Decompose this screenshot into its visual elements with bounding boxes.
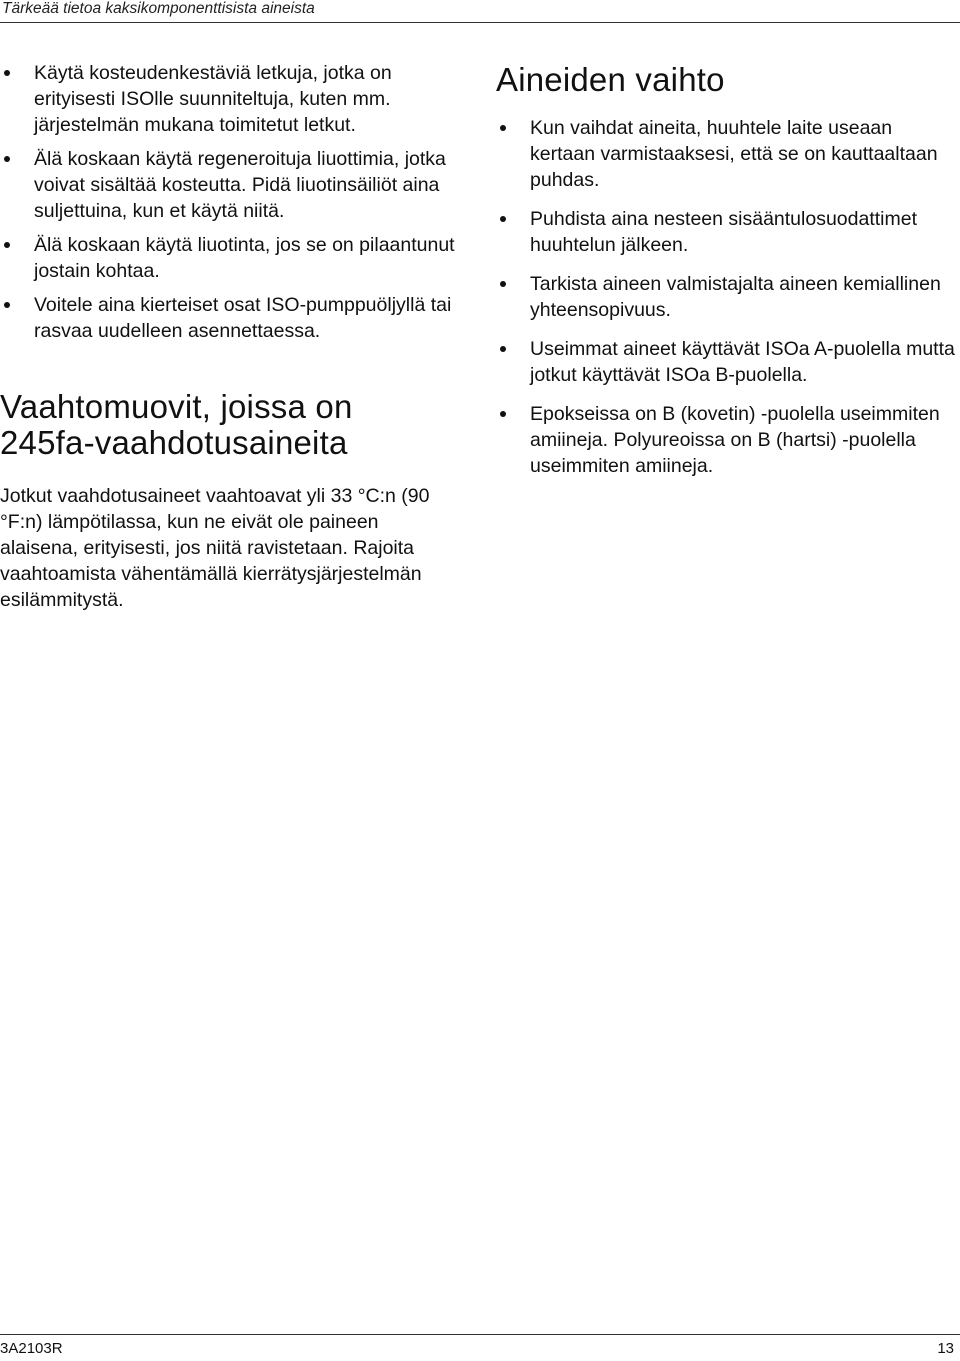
header-divider	[0, 22, 960, 23]
page-number: 13	[937, 1340, 954, 1357]
moisture-precautions-list	[0, 60, 455, 344]
list-item: Voitele aina kierteiset osat ISO-pumppuöljyllä tai rasvaa uudelleen asennettaessa.	[0, 292, 455, 344]
list-item: Puhdista aina nesteen sisääntulosuodattimet huuhtelun jälkeen.	[496, 206, 958, 258]
running-header: Tärkeää tietoa kaksikomponenttisista aineista	[2, 0, 315, 17]
section-title-foam: Vaahtomuovit, joissa on 245fa-vaahdotusaineita	[0, 388, 353, 461]
list-item: Kun vaihdat aineita, huuhtele laite useaan kertaan varmistaaksesi, että se on kauttaaltaan puhdas.	[496, 115, 958, 193]
material-change-list	[496, 115, 958, 479]
list-item: Useimmat aineet käyttävät ISOa A-puolella mutta jotkut käyttävät ISOa B-puolella.	[496, 336, 958, 388]
document-number: 3A2103R	[0, 1340, 63, 1357]
right-column	[496, 60, 958, 492]
list-item: Käytä kosteudenkestäviä letkuja, jotka on erityisesti ISOlle suunniteltuja, kuten mm. järjestelmän mukana toimitetut letkut.	[0, 60, 455, 138]
list-item: Tarkista aineen valmistajalta aineen kemiallinen yhteensopivuus.	[496, 271, 958, 323]
footer-divider	[0, 1334, 960, 1335]
list-item: Älä koskaan käytä liuotinta, jos se on pilaantunut jostain kohtaa.	[0, 232, 455, 284]
list-item: Älä koskaan käytä regeneroituja liuottimia, jotka voivat sisältää kosteutta. Pidä liuotinsäiliöt aina suljettuina, kun et käytä niitä.	[0, 146, 455, 224]
foam-paragraph: Jotkut vaahdotusaineet vaahtoavat yli 33 °C:n (90 °F:n) lämpötilassa, kun ne eivät ole paineen alaisena, erityisesti, jos niitä ravistetaan. Rajoita vaahtoamista vähentämällä kierrätysjärjestelmän esilämmitystä.	[0, 485, 430, 611]
section-title-material-change: Aineiden vaihto	[496, 61, 725, 98]
left-column	[0, 60, 455, 613]
list-item: Epokseissa on B (kovetin) -puolella useimmiten amiineja. Polyureoissa on B (hartsi) -puolella useimmiten amiineja.	[496, 401, 958, 479]
